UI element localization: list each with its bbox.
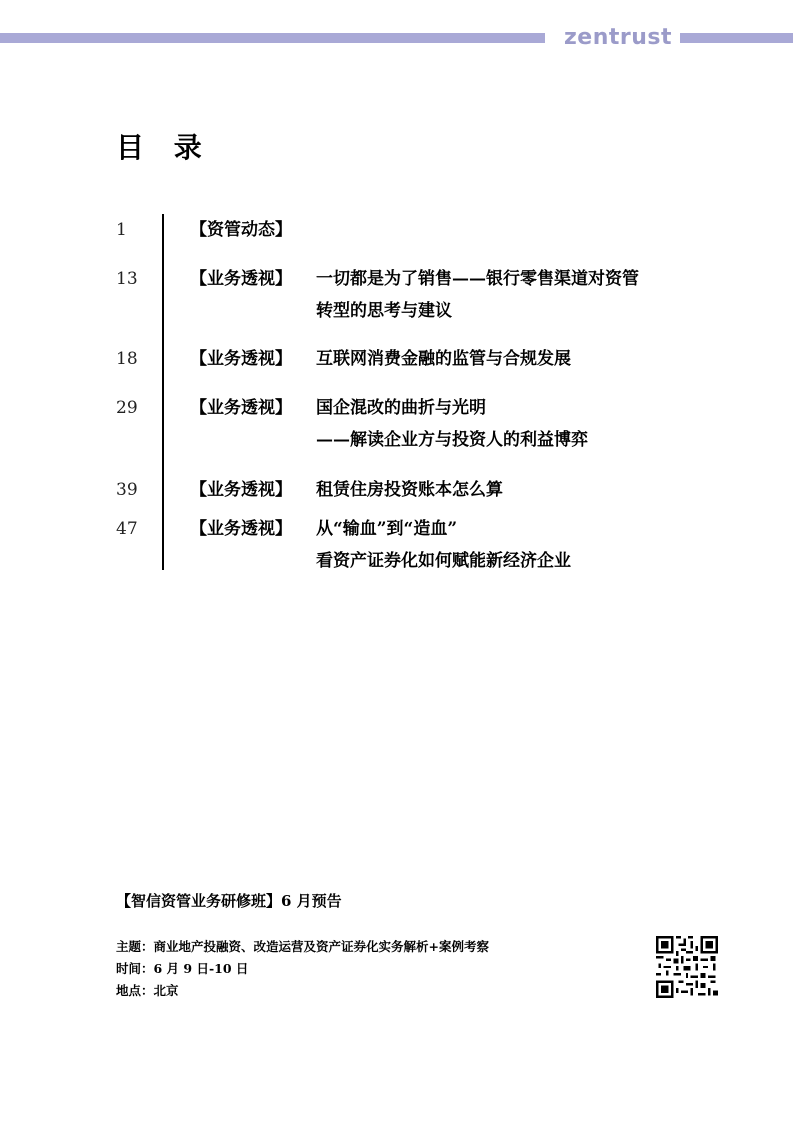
header-bar-left — [0, 33, 545, 43]
toc-entry-tag[interactable]: 【业务透视】 — [190, 398, 292, 418]
toc-entry-title[interactable]: 互联网消费金融的监管与合规发展 — [316, 349, 571, 369]
toc-entry-tag[interactable]: 【业务透视】 — [190, 480, 292, 500]
toc-page-number: 18 — [116, 349, 138, 369]
toc-page-number: 39 — [116, 480, 138, 500]
toc-entry-title[interactable]: 国企混改的曲折与光明 — [316, 398, 486, 418]
toc-divider — [162, 214, 164, 570]
toc-page-number: 13 — [116, 269, 138, 289]
seminar-time: 时间：6 月 9 日-10 日 — [116, 961, 249, 976]
toc-entry-title[interactable]: 从“输血”到“造血” — [316, 519, 458, 539]
toc-entry-tag[interactable]: 【业务透视】 — [190, 269, 292, 289]
toc-page-number: 1 — [116, 220, 127, 240]
page-title: 目 录 — [116, 131, 212, 164]
toc-entry-title[interactable]: 一切都是为了销售——银行零售渠道对资管 — [316, 269, 639, 289]
header-bar-right — [680, 33, 793, 43]
toc-entry-title-cont[interactable]: 看资产证券化如何赋能新经济企业 — [316, 551, 571, 571]
zentrust-logo: zentrust — [564, 25, 673, 50]
toc-entry-tag[interactable]: 【业务透视】 — [190, 519, 292, 539]
toc-entry-title[interactable]: 租赁住房投资账本怎么算 — [316, 480, 503, 500]
toc-entry-tag[interactable]: 【业务透视】 — [190, 349, 292, 369]
toc-entry-tag[interactable]: 【资管动态】 — [190, 220, 292, 240]
seminar-title: 【智信资管业务研修班】6 月预告 — [116, 892, 342, 910]
toc-page-number: 29 — [116, 398, 138, 418]
qr-code-icon[interactable] — [656, 936, 718, 998]
seminar-place: 地点：北京 — [116, 983, 179, 998]
toc-entry-title-cont[interactable]: 转型的思考与建议 — [316, 301, 452, 321]
seminar-topic: 主题：商业地产投融资、改造运营及资产证券化实务解析+案例考察 — [116, 939, 489, 954]
toc-entry-title-cont[interactable]: ——解读企业方与投资人的利益博弈 — [316, 430, 588, 450]
toc-page-number: 47 — [116, 519, 138, 539]
